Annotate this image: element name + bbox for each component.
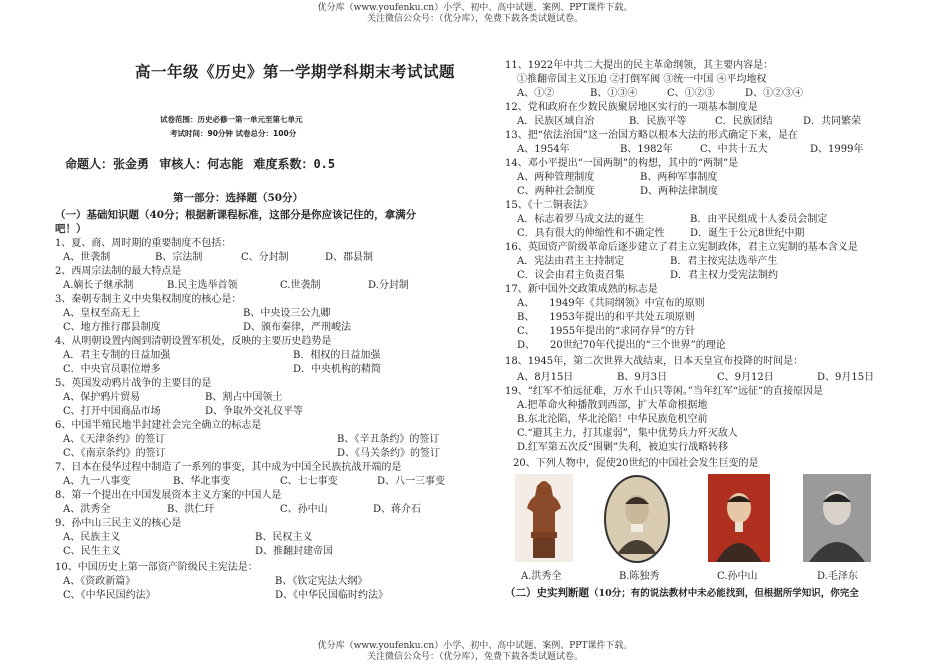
option: D、1999年 — [810, 144, 864, 155]
caption-c: C.孙中山 — [717, 571, 758, 582]
option: B、民权主义 — [255, 532, 313, 543]
option: B、宗法制 — [155, 252, 203, 263]
option: D、《马关条约》的签订 — [337, 448, 441, 459]
option: B．民族平等 — [629, 116, 687, 127]
option: B、《钦定宪法大纲》 — [275, 576, 368, 587]
option: C．民族团结 — [715, 116, 773, 127]
photo-chen-duxiu — [603, 474, 671, 564]
question-12: 12、党和政府在少数民族聚居地区实行的一项基本制度是 — [505, 102, 758, 113]
option: A.把革命火种播散到西部，扩大革命根据地 — [517, 400, 708, 411]
option: A．民族区域自治 — [517, 116, 595, 127]
question-14: 14、邓小平提出“一国两制”的构想，其中的“两制”是 — [505, 158, 739, 169]
option: C、孙中山 — [280, 504, 328, 515]
option: C、打开中国商品市场 — [63, 406, 161, 417]
option: D、争取外交礼仪平等 — [205, 406, 304, 417]
option: A．君主专制的日益加强 — [63, 350, 171, 361]
option: C.世袭制 — [280, 280, 321, 291]
question-16: 16、英国资产阶级革命后逐步建立了君主立宪制政体，君主立宪制的基本含义是 — [505, 242, 858, 253]
option: D、颁布秦律，严刑峻法 — [243, 322, 352, 333]
question-20: 20、下列人物中，促使20世纪的中国社会发生巨变的是 — [513, 458, 759, 469]
section-one-heading: （一）基础知识题（40分；根据新课程标准，这部分是你应该记住的，拿满分 — [55, 209, 417, 221]
section-two-heading — [505, 587, 859, 600]
question-1: 1、夏、商、周时期的重要制度不包括： — [55, 238, 232, 249]
section-one-heading-cont: 吧！） — [55, 223, 87, 235]
option: D．诞生于公元8世纪中期 — [690, 228, 805, 239]
option: B．由平民组成十人委员会制定 — [690, 214, 828, 225]
exam-time-score: 考试时间：90分钟 试卷总分：100分 — [170, 129, 297, 138]
question-3: 3、秦朝专制主义中央集权制度的核心是： — [55, 294, 242, 305]
option: A、皇权至高无上 — [63, 308, 141, 319]
option: B、①③④ — [590, 88, 638, 99]
option: C．具有很大的伸缩性和不确定性 — [517, 228, 665, 239]
option: D．共同繁荣 — [803, 116, 862, 127]
option: B、洪仁玕 — [167, 504, 215, 515]
option: A、8月15日 — [517, 372, 574, 383]
option: C、中共十五大 — [700, 144, 768, 155]
option: B、 1953年提出的和平共处五项原则 — [517, 312, 695, 323]
question-18: 18、1945年，第二次世界大战结束，日本天皇宣布投降的时间是： — [505, 356, 804, 367]
caption-d: D.毛泽东 — [817, 571, 858, 582]
option: B、割占中国领土 — [205, 392, 283, 403]
option: D.红军第五次反“围剿”失利，被迫实行战略转移 — [517, 442, 729, 453]
option: C、分封制 — [241, 252, 289, 263]
option: C、①②③ — [667, 88, 715, 99]
option: B、华北事变 — [173, 476, 231, 487]
option: D、两种法律制度 — [640, 186, 719, 197]
caption-b: B.陈独秀 — [619, 571, 660, 582]
option: A、1954年 — [517, 144, 570, 155]
option: A、 1949年《共同纲领》中宣布的原则 — [517, 298, 705, 309]
option: A.嫡长子继承制 — [63, 280, 134, 291]
section-two-note: （10分；有的说法教材中未必能找到，但根据所学知识，你完全 — [589, 588, 859, 599]
option: A、①② — [517, 88, 555, 99]
option: C、两种社会制度 — [517, 186, 595, 197]
option: B.民主选举首领 — [167, 280, 238, 291]
option: C.“避其主力，打其虚弱”，集中优势兵力歼灭敌人 — [517, 428, 738, 439]
photo-hong-xiuquan-statue — [515, 474, 573, 562]
exam-title: 高一年级《历史》第一学期学科期末考试试题 — [135, 63, 456, 81]
page-footer — [0, 641, 950, 663]
option: B、1982年 — [620, 144, 673, 155]
option: A、世袭制 — [63, 252, 111, 263]
option: D．中央机构的精简 — [293, 364, 382, 375]
footer-line-1: 优分库（www.youfenku.cn）小学、初中、高中试题、案例、PPT课件下载。 — [317, 641, 633, 651]
option: D、①②③④ — [745, 88, 804, 99]
option: D、蒋介石 — [373, 504, 422, 515]
option: C、民生主义 — [63, 546, 121, 557]
option: A、保护鸦片贸易 — [63, 392, 141, 403]
exam-people: 命题人：张金勇 审核人：何志能 难度系数：0.5 — [65, 157, 336, 171]
header-line-2: 关注微信公众号：（优分库），免费下载各类试题试卷。 — [366, 14, 583, 24]
option: D、郡县制 — [325, 252, 374, 263]
option: D、《中华民国临时约法》 — [275, 590, 389, 601]
option: C．中央官员职位增多 — [63, 364, 161, 375]
question-7: 7、日本在侵华过程中制造了一系列的事变，其中成为中国全民族抗战开端的是 — [55, 462, 402, 473]
caption-a: A.洪秀全 — [521, 571, 562, 582]
option: B、中央设三公九卿 — [243, 308, 331, 319]
question-10: 10、中国历史上第一部资产阶级民主宪法是： — [55, 562, 258, 573]
option: B、9月3日 — [617, 372, 668, 383]
option: A、《天津条约》的签订 — [63, 434, 166, 445]
option: C．议会由君主负责召集 — [517, 270, 625, 281]
question-19: 19、“红军不怕远征难，万水千山只等闲。”当年红军“远征”的直接原因是 — [505, 386, 824, 397]
option: D.分封制 — [368, 280, 409, 291]
question-17: 17、新中国外交政策成熟的标志是 — [505, 284, 658, 295]
option: A、九一八事变 — [63, 476, 131, 487]
part-one-heading: 第一部分：选择题（50分） — [173, 192, 304, 204]
photo-mao-zedong — [803, 474, 871, 562]
option: A、两种管理制度 — [517, 172, 595, 183]
exam-scope: 试卷范围：历史必修一第一单元至第七单元 — [160, 115, 303, 124]
option: D、 20世纪70年代提出的“三个世界”的理论 — [517, 340, 726, 351]
question-6: 6、中国半殖民地半封建社会完全确立的标志是 — [55, 420, 262, 431]
option: A、《资政新篇》 — [63, 576, 136, 587]
question-11-items: ①推翻帝国主义压迫 ②打倒军阀 ③统一中国 ④平均地权 — [517, 74, 767, 85]
question-9: 9、孙中山三民主义的核心是 — [55, 518, 182, 529]
question-4: 4、从明朝设置内阁到清朝设置军机处，反映的主要历史趋势是 — [55, 336, 332, 347]
option: D．君主权力受宪法制约 — [670, 270, 779, 281]
photo-sun-yat-sen — [708, 474, 770, 562]
page-header — [0, 3, 950, 25]
option: B.东北沦陷，华北沦陷！中华民族危机空前 — [517, 414, 708, 425]
header-line-1: 优分库（www.youfenku.cn）小学、初中、高中试题、案例、PPT课件下载。 — [317, 3, 633, 13]
option: B．相权的日益加强 — [293, 350, 381, 361]
option: A．标志着罗马成文法的诞生 — [517, 214, 645, 225]
question-11: 11、1922年中共二大提出的民主革命纲领，其主要内容是： — [505, 60, 774, 71]
option: C、9月12日 — [717, 372, 774, 383]
question-15: 15、《十二铜表法》 — [505, 200, 593, 211]
option: D、9月15日 — [817, 372, 875, 383]
option: D、八一三事变 — [377, 476, 446, 487]
option: B、《辛丑条约》的签订 — [337, 434, 440, 445]
option: A．宪法由君主主持制定 — [517, 256, 625, 267]
question-2: 2、西周宗法制的最大特点是 — [55, 266, 182, 277]
footer-line-2: 关注微信公众号：（优分库），免费下载各类试题试卷。 — [366, 652, 583, 662]
section-two-title: （二）史实判断题 — [505, 587, 589, 599]
option: C、《南京条约》的签订 — [63, 448, 166, 459]
question-8: 8、第一个提出在中国发展资本主义方案的中国人是 — [55, 490, 282, 501]
question-13: 13、把“依法治国”这一治国方略以根本大法的形式确定下来，是在 — [505, 130, 798, 141]
option: B、两种军事制度 — [640, 172, 718, 183]
option: B．君主按宪法选举产生 — [670, 256, 778, 267]
option: C、 1955年提出的“求同存异”的方针 — [517, 326, 696, 337]
option: A、民族主义 — [63, 532, 121, 543]
option: C、七七事变 — [280, 476, 338, 487]
option: A、洪秀全 — [63, 504, 111, 515]
option: C、地方推行郡县制度 — [63, 322, 161, 333]
option: D、推翻封建帝国 — [255, 546, 334, 557]
option: C、《中华民国约法》 — [63, 590, 156, 601]
question-5: 5、英国发动鸦片战争的主要目的是 — [55, 378, 212, 389]
